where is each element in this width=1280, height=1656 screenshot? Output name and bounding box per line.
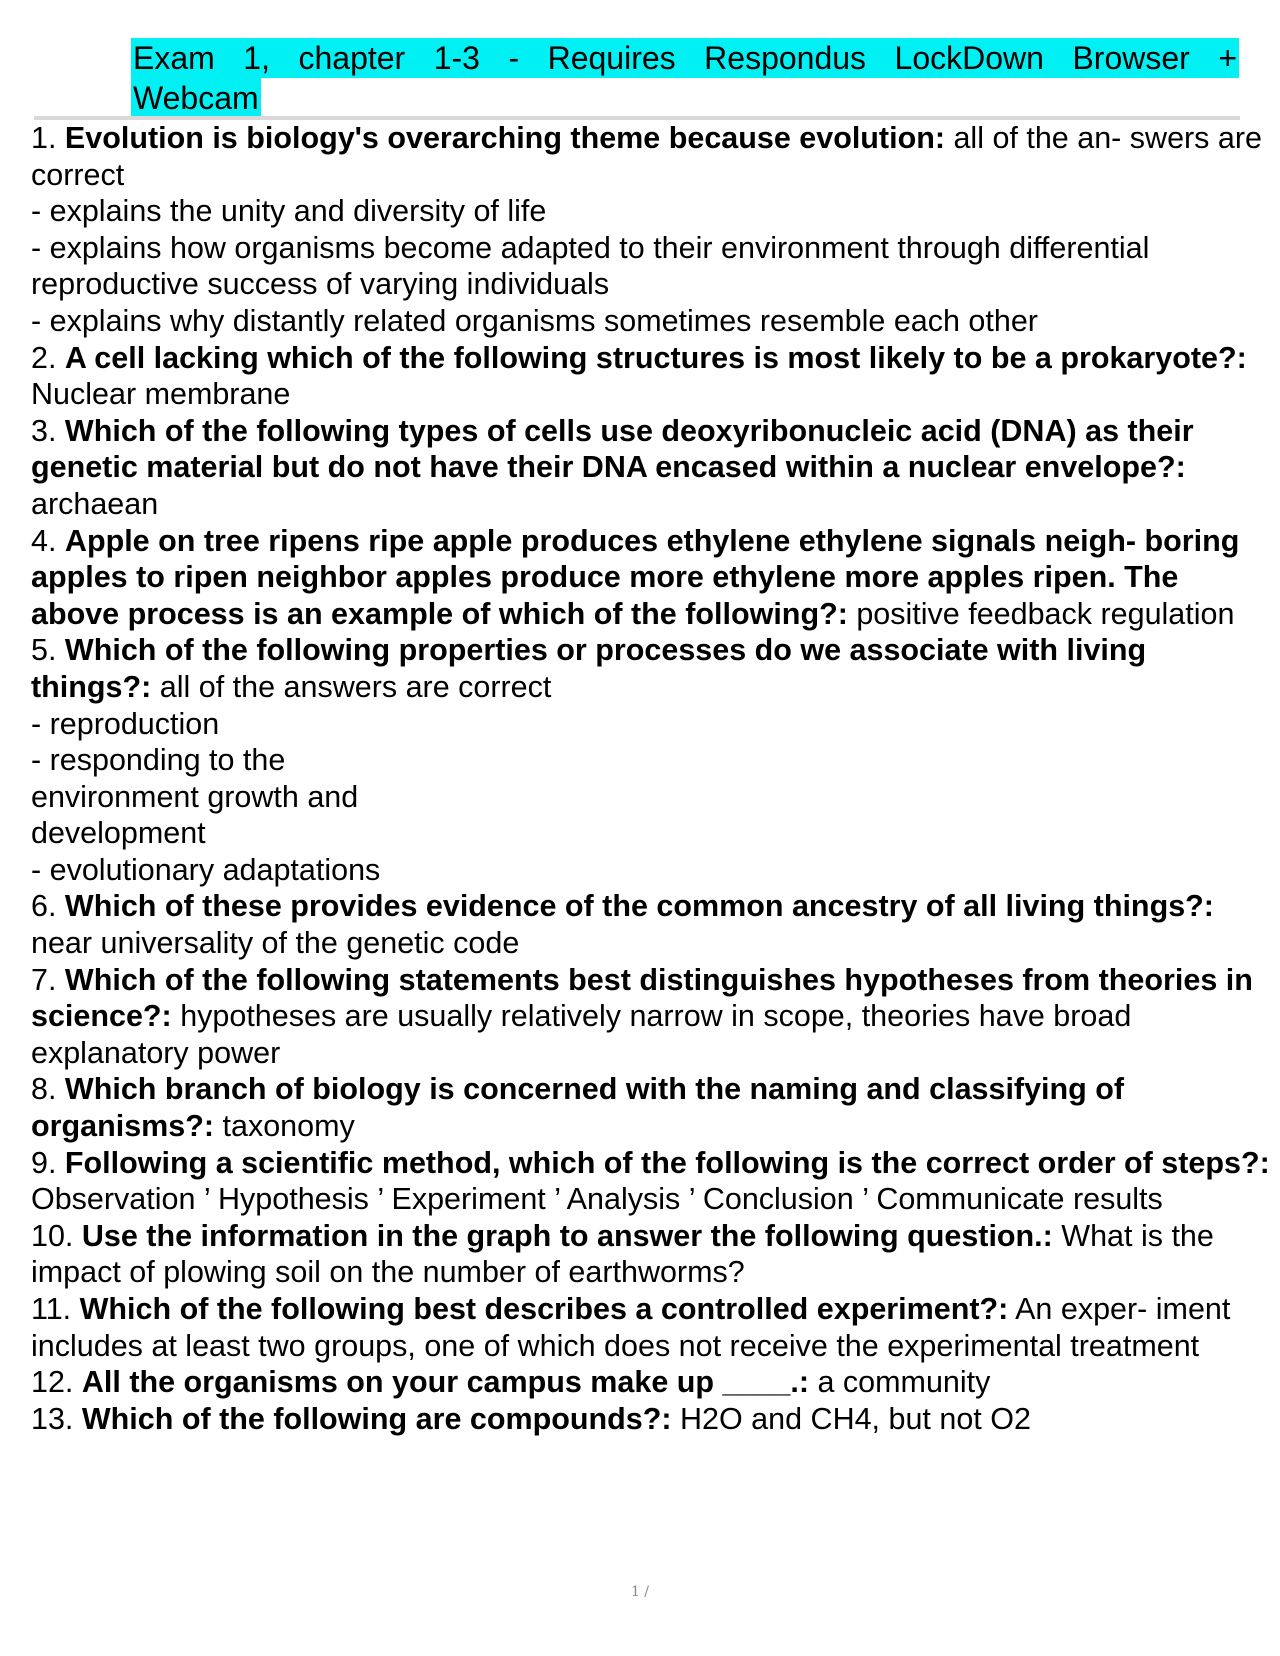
question-text: Which of the following types of cells use deoxyribonucleic acid (DNA) as their genetic material but do not have their DNA encased within a nuclear envelope?:: [31, 413, 1194, 485]
exam-title-line-1: Exam 1, chapter 1-3 - Requires Respondus LockDown Browser +: [133, 40, 1237, 76]
answer-text: What is the impact of plowing soil on the number of earthworms?: [31, 1218, 1214, 1290]
question-number: 2.: [31, 340, 65, 375]
question-number: 7.: [31, 962, 65, 997]
answer-text: taxonomy: [214, 1109, 355, 1144]
answer-text: all of the an- swers are correct: [31, 121, 1262, 192]
answer-detail-line: - reproduction: [31, 706, 220, 741]
answer-detail-line: - explains the unity and diversity of life: [31, 194, 547, 229]
question-text: Which of the following properties or processes do we associate with living things?:: [31, 633, 1147, 704]
answer-detail-line: development: [31, 816, 206, 851]
question-item: [31, 523, 1271, 633]
question-text: Evolution is biology's overarching theme because evolution:: [64, 121, 945, 155]
question-number: 8.: [31, 1072, 65, 1107]
answer-text: positive feedback regulation: [847, 596, 1235, 631]
answer-text: near universality of the genetic code: [31, 926, 520, 961]
question-text: Which of the following statements best distinguishes hypotheses from theories in science?:: [31, 962, 1253, 1034]
question-number: 5.: [31, 633, 65, 668]
question-number: 4.: [31, 523, 65, 558]
answer-detail-line: - evolutionary adaptations: [31, 852, 381, 887]
answer-text: hypotheses are usually relatively narrow in scope, theories have broad explanatory power: [31, 999, 1132, 1070]
question-item: [31, 1291, 1271, 1364]
answer-text: Nuclear membrane: [31, 377, 291, 412]
question-text: All the organisms on your campus make up ____.:: [81, 1365, 810, 1400]
question-item: [31, 413, 1271, 523]
exam-title: [131, 38, 1239, 118]
question-item: [31, 120, 1271, 193]
answer-text: all of the answers are correct: [151, 669, 552, 704]
question-number: 11.: [31, 1292, 80, 1326]
question-text: A cell lacking which of the following structures is most likely to be a prokaryote?:: [64, 340, 1247, 375]
question-text: Use the information in the graph to answer the following question.:: [81, 1218, 1053, 1253]
question-number: 13.: [31, 1401, 82, 1436]
question-item: [31, 1401, 1271, 1438]
question-item: [31, 632, 1271, 705]
question-number: 10.: [31, 1218, 82, 1253]
exam-title-line-2: Webcam: [133, 80, 259, 116]
question-item: [31, 340, 1271, 413]
question-text: Following a scientific method, which of the following is the correct order of steps?:: [64, 1145, 1270, 1180]
question-text: Which of these provides evidence of the common ancestry of all living things?:: [64, 889, 1214, 924]
question-item: [31, 1218, 1271, 1291]
question-item: [31, 1364, 1271, 1401]
question-text: Which of the following are compounds?:: [81, 1401, 672, 1436]
answer-text: a community: [809, 1365, 991, 1400]
question-item: [31, 888, 1271, 961]
question-item: [31, 1145, 1271, 1218]
question-number: 9.: [31, 1145, 65, 1180]
question-text: Which branch of biology is concerned with the naming and classifying of organisms?:: [31, 1072, 1125, 1144]
answer-text: archaean: [31, 486, 159, 521]
question-number: 3.: [31, 413, 65, 448]
page-number: 1 /: [630, 1584, 650, 1600]
answer-detail-line: - responding to the: [31, 743, 286, 778]
question-item: [31, 962, 1271, 1072]
answer-detail-line: - explains how organisms become adapted to their environment through differential reproductive success of varying individuals: [31, 230, 1150, 302]
answer-text: Observation ’ Hypothesis ’ Experiment ’ Analysis ’ Conclusion ’ Communicate results: [31, 1182, 1163, 1217]
question-number: 1.: [31, 121, 65, 155]
question-list: [31, 120, 1271, 1437]
question-text: Apple on tree ripens ripe apple produces ethylene ethylene signals neigh- boring apples to ripen neighbor apples produce more ethylene more apples ripen. The above process is an example of which of the following?:: [31, 523, 1240, 631]
answer-text: An exper- iment includes at least two groups, one of which does not receive the experimental treatment: [31, 1292, 1231, 1363]
answer-text: H2O and CH4, but not O2: [671, 1401, 1031, 1436]
answer-detail-line: - explains why distantly related organisms sometimes resemble each other: [31, 303, 1038, 338]
question-number: 6.: [31, 889, 65, 924]
question-text: Which of the following best describes a controlled experiment?:: [79, 1292, 1009, 1326]
question-number: 12.: [31, 1365, 82, 1400]
answer-detail-line: environment growth and: [31, 779, 359, 814]
question-item: [31, 1071, 1271, 1144]
